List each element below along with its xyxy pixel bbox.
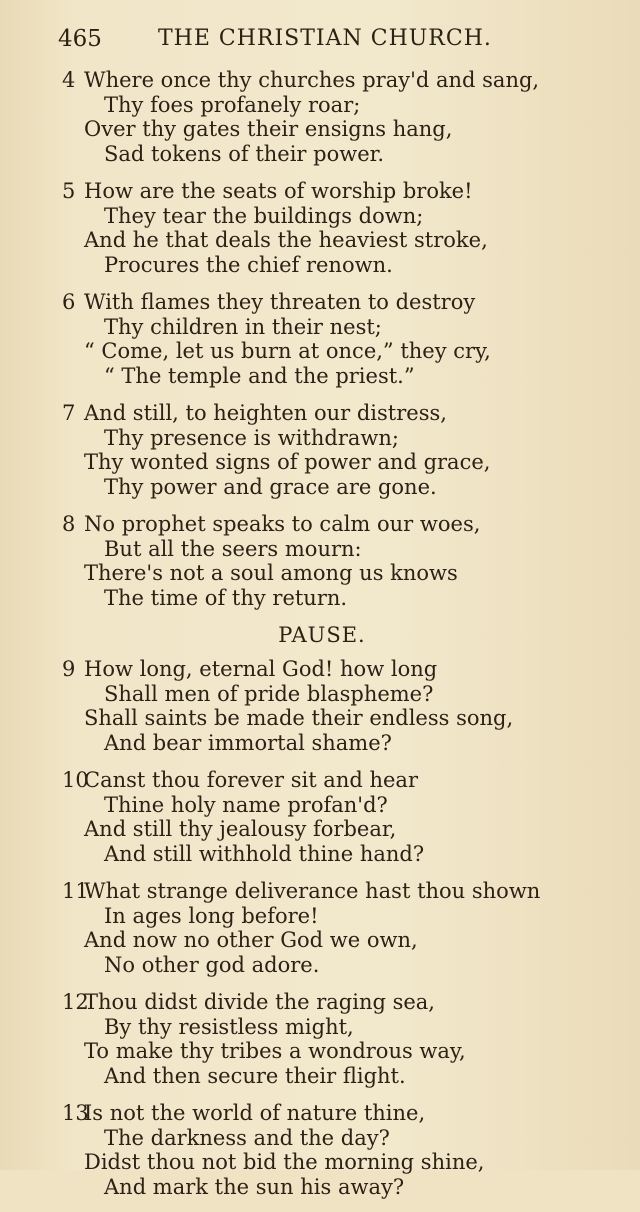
verse-line: And then secure their flight. — [104, 1063, 406, 1088]
stanza-first-line — [62, 401, 622, 426]
verse-line: To make thy tribes a wondrous way, — [84, 1039, 466, 1063]
stanza-number: 5 — [62, 179, 76, 203]
hymn-text — [62, 68, 622, 1212]
verse-line: But all the seers mourn: — [104, 536, 362, 561]
verse-line: And he that deals the heaviest stroke, — [84, 228, 488, 252]
stanza-first-line — [62, 990, 622, 1015]
stanza-number: 11 — [62, 879, 89, 903]
verse-line-text: Canst thou forever sit and hear — [84, 768, 418, 792]
verse-line: They tear the buildings down; — [104, 203, 424, 228]
verse-line-text: How long, eternal God! how long — [84, 657, 438, 681]
stanza-number: 12 — [62, 990, 89, 1014]
verse-line-text: And still, to heighten our distress, — [84, 401, 447, 425]
verse-line: Over thy gates their ensigns hang, — [84, 117, 453, 141]
verse-line: Shall men of pride blaspheme? — [104, 681, 434, 706]
stanza-group-after-pause — [62, 657, 622, 1199]
verse-line: Thy foes profanely roar; — [104, 92, 361, 117]
stanza-first-line — [62, 879, 622, 904]
verse-line-text: With flames they threaten to destroy — [84, 290, 476, 314]
stanza — [62, 290, 622, 388]
verse-line: Thy power and grace are gone. — [104, 474, 437, 499]
verse-line: The darkness and the day? — [104, 1125, 390, 1150]
verse-line: Didst thou not bid the morning shine, — [84, 1150, 485, 1174]
stanza-first-line — [62, 68, 622, 93]
stanza — [62, 401, 622, 499]
stanza-group-before-pause — [62, 68, 622, 610]
verse-line-text: Thou didst divide the raging sea, — [84, 990, 435, 1014]
page-number: 465 — [58, 26, 102, 52]
verse-line: Procures the chief renown. — [104, 252, 393, 277]
stanza-first-line — [62, 1101, 622, 1126]
stanza-first-line — [62, 768, 622, 793]
stanza-number: 4 — [62, 68, 76, 92]
verse-line: There's not a soul among us knows — [84, 561, 458, 585]
page-header — [58, 26, 528, 54]
stanza — [62, 512, 622, 610]
verse-line: And now no other God we own, — [84, 928, 418, 952]
stanza-number: 9 — [62, 657, 76, 681]
verse-line: No other god adore. — [104, 952, 320, 977]
verse-line: And still withhold thine hand? — [104, 841, 425, 866]
verse-line: Sad tokens of their power. — [104, 141, 385, 166]
stanza-first-line — [62, 179, 622, 204]
verse-line-text: Is not the world of nature thine, — [84, 1101, 426, 1125]
verse-line: In ages long before! — [104, 903, 319, 928]
verse-line-text: Where once thy churches pray'd and sang, — [84, 68, 540, 92]
stanza — [62, 657, 622, 755]
verse-line: And bear immortal shame? — [104, 730, 392, 755]
stanza — [62, 879, 622, 977]
verse-line-text: How are the seats of worship broke! — [84, 179, 473, 203]
stanza-number: 8 — [62, 512, 76, 536]
stanza — [62, 1101, 622, 1199]
verse-line: Thine holy name profan'd? — [104, 792, 388, 817]
verse-line: And mark the sun his away? — [104, 1174, 405, 1199]
verse-line-text: No prophet speaks to calm our woes, — [84, 512, 481, 536]
verse-line: Thy wonted signs of power and grace, — [84, 450, 491, 474]
stanza-first-line — [62, 657, 622, 682]
verse-line: By thy resistless might, — [104, 1014, 354, 1039]
verse-line: Thy children in their nest; — [104, 314, 382, 339]
stanza — [62, 768, 622, 866]
stanza-first-line — [62, 290, 622, 315]
verse-line: “ The temple and the priest.” — [104, 363, 415, 388]
stanza — [62, 179, 622, 277]
verse-line: Shall saints be made their endless song, — [84, 706, 514, 730]
verse-line: Thy presence is withdrawn; — [104, 425, 399, 450]
running-head: THE CHRISTIAN CHURCH. — [158, 26, 492, 51]
stanza-number: 10 — [62, 768, 89, 792]
stanza — [62, 68, 622, 166]
stanza-number: 13 — [62, 1101, 89, 1125]
verse-line: “ Come, let us burn at once,” they cry, — [84, 339, 491, 363]
verse-line: And still thy jealousy forbear, — [84, 817, 397, 841]
stanza-number: 7 — [62, 401, 76, 425]
stanza — [62, 990, 622, 1088]
stanza-first-line — [62, 512, 622, 537]
stanza-number: 6 — [62, 290, 76, 314]
pause-heading: PAUSE. — [278, 623, 366, 647]
verse-line-text: What strange deliverance hast thou shown — [84, 879, 541, 903]
verse-line: The time of thy return. — [104, 585, 348, 610]
